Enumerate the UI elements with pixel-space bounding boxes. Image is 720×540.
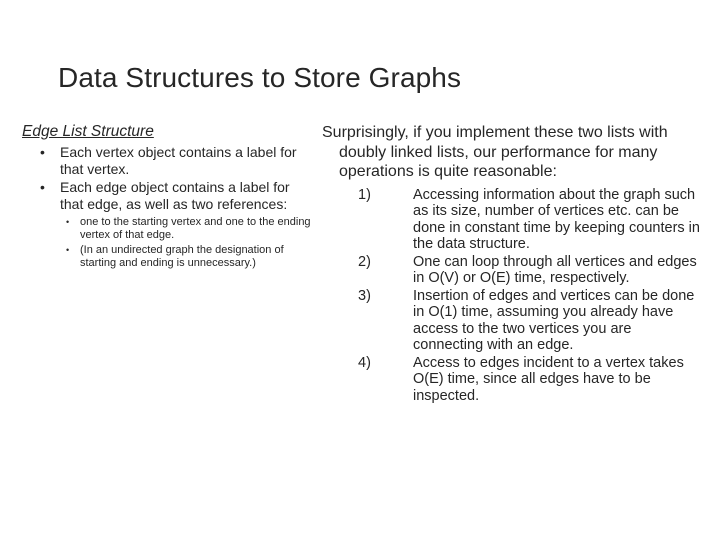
left-column	[22, 122, 312, 272]
numbered-item	[322, 355, 702, 405]
numbered-item	[322, 254, 702, 287]
numbered-list	[322, 187, 702, 405]
list-item-text: Each vertex object contains a label for that vertex.	[60, 144, 297, 177]
bullet-icon: •	[66, 217, 70, 227]
bullet-list	[22, 144, 312, 269]
item-text: One can loop through all vertices and edges in O(V) or O(E) time, respectively.	[413, 253, 697, 286]
numbered-item	[322, 187, 702, 253]
right-column	[322, 123, 702, 405]
item-text: Accessing information about the graph such as its size, number of vertices etc. can be done in constant time by keeping counters in the data structure.	[413, 186, 700, 252]
bullet-icon: •	[40, 144, 45, 160]
sub-list-item	[66, 244, 312, 269]
sub-list-item-text: one to the starting vertex and one to the ending vertex of that edge.	[80, 216, 311, 241]
sub-list-item-text: (In an undirected graph the designation of starting and ending is unnecessary.)	[80, 244, 284, 269]
list-item-text: Each edge object contains a label for that edge, as well as two references:	[60, 179, 290, 212]
item-number: 4)	[358, 354, 371, 371]
list-item	[40, 144, 312, 177]
slide-title: Data Structures to Store Graphs	[58, 62, 462, 93]
bullet-icon: •	[40, 179, 45, 195]
item-number: 3)	[358, 287, 371, 304]
numbered-item	[322, 288, 702, 354]
intro-paragraph: Surprisingly, if you implement these two lists with doubly linked lists, our performance for many operations is quite reasonable:	[322, 124, 668, 180]
sub-list-item	[66, 216, 312, 241]
bullet-icon: •	[66, 245, 70, 255]
item-text: Access to edges incident to a vertex takes O(E) time, since all edges have to be inspected.	[413, 354, 684, 404]
item-text: Insertion of edges and vertices can be done in O(1) time, assuming you already have access to the two vertices you are connecting with an edge.	[413, 287, 695, 353]
item-number: 2)	[358, 253, 371, 270]
item-number: 1)	[358, 186, 371, 203]
section-heading: Edge List Structure	[22, 123, 154, 140]
list-item	[40, 179, 312, 269]
sub-bullet-list	[60, 216, 312, 269]
